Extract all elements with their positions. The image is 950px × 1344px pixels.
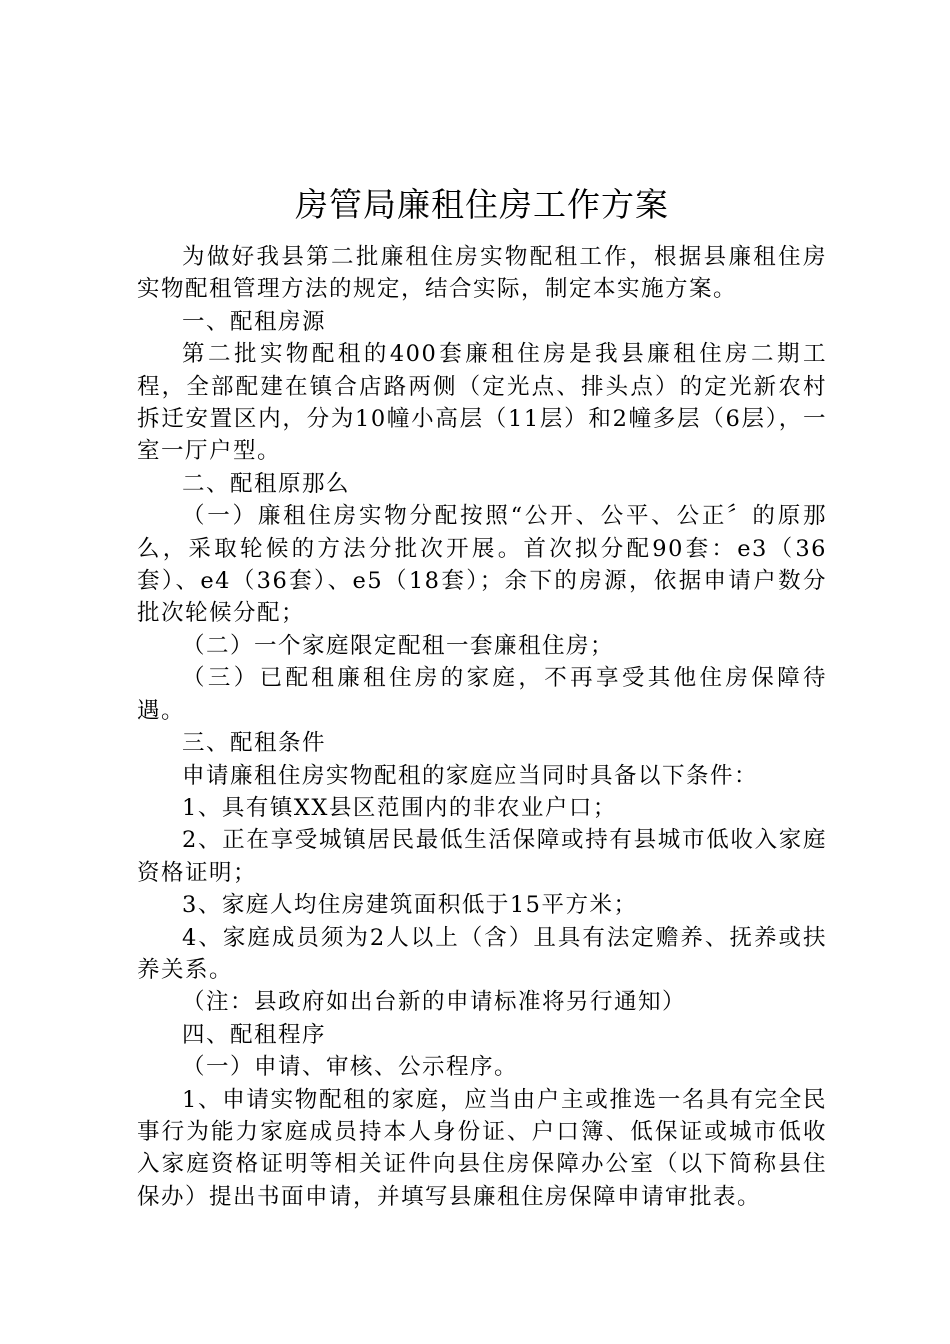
paragraph-condition-4: 4、家庭成员须为2人以上（含）且具有法定赡养、抚养或扶养关系。 (137, 924, 827, 983)
section-heading-procedure: 四、配租程序 (182, 1021, 327, 1048)
paragraph-note: （注：县政府如出台新的申请标准将另行通知） (182, 989, 687, 1016)
paragraph-condition-2: 2、正在享受城镇居民最低生活保障或持有县城市低收入家庭资格证明； (137, 827, 827, 886)
section-heading-conditions: 三、配租条件 (182, 730, 327, 757)
section-heading-housing-source: 一、配租房源 (182, 308, 327, 335)
paragraph-housing-source: 第二批实物配租的400套廉租住房是我县廉租住房二期工程，全部配建在镇合店路两侧（定光点、排头点）的定光新农村拆迁安置区内，分为10幢小高层（11层）和2幢多层（6层），一室一厅户型。 (137, 341, 827, 465)
paragraph-condition-1: 1、具有镇XX县区范围内的非农业户口； (182, 794, 617, 821)
paragraph-condition-3: 3、家庭人均住房建筑面积低于15平方米； (182, 892, 638, 919)
document-title: 房管局廉租住房工作方案 (295, 185, 669, 224)
section-heading-principles: 二、配租原那么 (182, 470, 351, 497)
document-body (137, 183, 827, 1213)
paragraph-principle-1: （一）廉租住房实物分配按照“公开、公平、公正〞的原那么，采取轮候的方法分批次开展。首次拟分配90套：e3（36套）、e4（36套）、e5（18套）；余下的房源，依据申请户数分批次轮候分配； (137, 503, 827, 627)
paragraph-procedure-1: 1、申请实物配租的家庭，应当由户主或推选一名具有完全民事行为能力家庭成员持本人身份证、户口簿、低保证或城市低收入家庭资格证明等相关证件向县住房保障办公室（以下简称县住保办）提出书面申请，并填写县廉租住房保障申请审批表。 (137, 1086, 827, 1210)
paragraph-conditions-intro: 申请廉租住房实物配租的家庭应当同时具备以下条件： (182, 762, 759, 789)
paragraph-principle-2: （二）一个家庭限定配租一套廉租住房； (182, 632, 615, 659)
paragraph-procedure-subheading: （一）申请、审核、公示程序。 (182, 1054, 519, 1081)
paragraph-intro: 为做好我县第二批廉租住房实物配租工作，根据县廉租住房实物配租管理方法的规定，结合实际，制定本实施方案。 (137, 244, 827, 303)
paragraph-principle-3: （三）已配租廉租住房的家庭，不再享受其他住房保障待遇。 (137, 665, 827, 724)
